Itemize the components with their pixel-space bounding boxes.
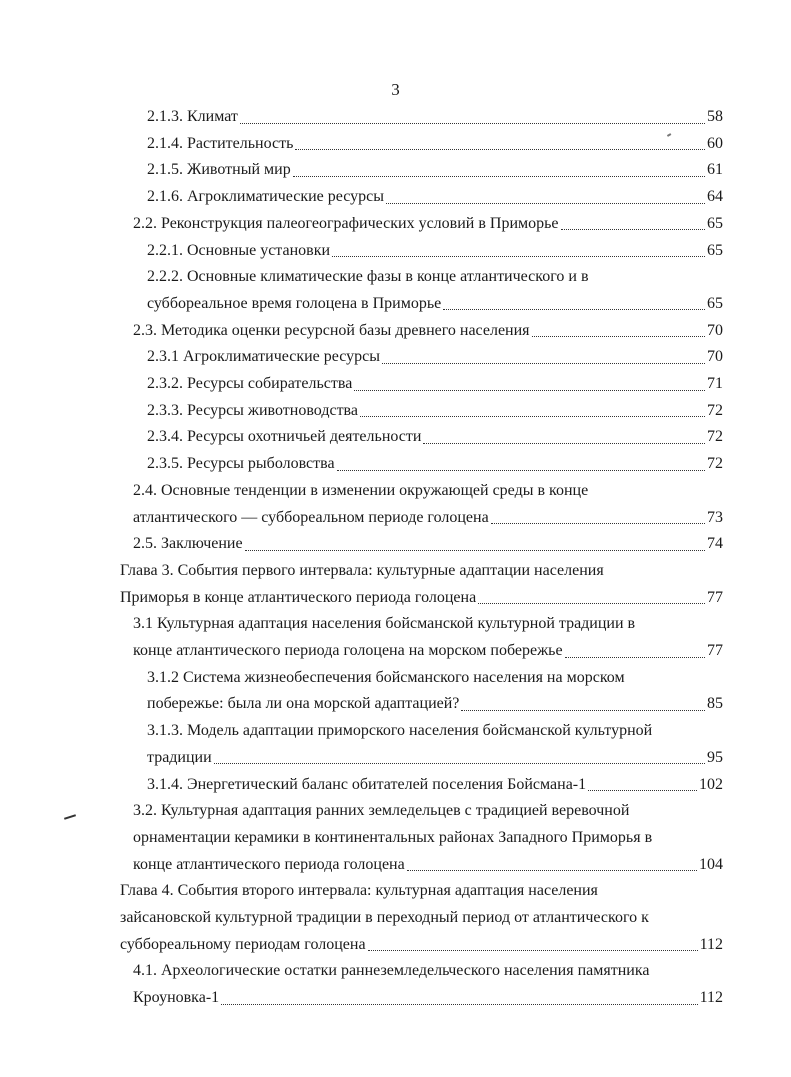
toc-entry-title: 2.3.2. Ресурсы собирательства	[147, 375, 353, 392]
toc-entry-line	[147, 665, 625, 691]
toc-entry-last-line	[147, 398, 723, 424]
dot-leader	[461, 710, 705, 711]
toc-page-number: 71	[707, 375, 723, 392]
toc-entry-last-line	[147, 772, 723, 798]
toc-entry-title: 2.3.3. Ресурсы животноводства	[147, 401, 358, 419]
toc-entry-line	[133, 825, 652, 851]
toc-entry-title: 4.1. Археологические остатки раннеземледельческого населения памятника	[133, 962, 650, 980]
toc-page-number: 112	[699, 935, 723, 953]
toc-entry-title: 2.3.4. Ресурсы охотничьей деятельности	[147, 428, 422, 446]
toc-entry-title: 2.1.3. Климат	[147, 108, 238, 125]
toc-page-number: 61	[707, 161, 723, 179]
toc-entry-title: побережье: была ли она морской адаптацией?	[147, 695, 460, 713]
toc-entry-title: 2.2.1. Основные установки	[147, 241, 331, 259]
toc-entry-title: зайсановской культурной традиции в переходный период от атлантического к	[120, 909, 649, 926]
toc-entry-last-line	[147, 104, 723, 130]
toc-page-number: 65	[707, 241, 723, 259]
toc-page-number: 77	[707, 588, 723, 606]
toc-entry-line	[147, 264, 589, 290]
toc-entry-last-line	[133, 985, 723, 1011]
toc-entry-title: орнаментации керамики в континентальных районах Западного Приморья в	[133, 828, 653, 846]
toc-page-number: 112	[699, 989, 723, 1007]
toc-entry-last-line	[133, 211, 723, 237]
toc-page-number: 73	[707, 508, 723, 526]
dot-leader	[491, 523, 705, 524]
toc-page-number: 85	[707, 695, 723, 713]
toc-page-number: 60	[707, 134, 723, 152]
toc-entry-title: 3.2. Культурная адаптация ранних земледельцев с традицией веревочной	[133, 802, 630, 820]
toc-page-number: 72	[707, 428, 723, 446]
dot-leader	[368, 950, 698, 951]
dot-leader	[293, 176, 705, 177]
toc-entry-title: 2.3.1 Агроклиматические ресурсы	[147, 348, 381, 366]
toc-page-number: 65	[707, 214, 723, 232]
toc-entry-title: суббореальное время голоцена в Приморье	[147, 294, 442, 312]
toc-entry-last-line	[133, 531, 723, 557]
dot-leader	[245, 550, 705, 551]
dot-leader	[386, 203, 705, 204]
toc-entry-title: 2.3. Методика оценки ресурсной базы древнего населения	[133, 321, 530, 339]
toc-entry-title: 3.1 Культурная адаптация населения бойсманской культурной традиции в	[133, 615, 636, 633]
toc-page-number: 95	[707, 748, 723, 766]
toc-entry-last-line	[120, 932, 723, 958]
dot-leader	[214, 763, 705, 764]
toc-entry-last-line	[133, 638, 723, 664]
dot-leader	[423, 443, 705, 444]
dot-leader	[407, 870, 697, 871]
toc-entry-title: Кроуновка-1	[133, 989, 220, 1007]
toc-entry-last-line	[147, 344, 723, 370]
toc-entry-line	[133, 611, 635, 637]
toc-entry-title: традиции	[147, 748, 212, 766]
toc-entry-last-line	[147, 157, 723, 183]
toc-entry-title: Глава 4. События второго интервала: культурная адаптация населения	[120, 882, 598, 900]
dot-leader	[565, 657, 705, 658]
toc-entry-line	[133, 958, 650, 984]
toc-entry-last-line	[147, 131, 723, 157]
toc-entry-title: суббореальному периодам голоцена	[120, 935, 366, 953]
toc-entry-title: 2.1.4. Растительность	[147, 134, 294, 152]
toc-entry-last-line	[147, 451, 723, 477]
dot-leader	[478, 603, 705, 604]
toc-page-number: 72	[707, 455, 723, 473]
toc-entry-title: 3.1.2 Система жизнеобеспечения бойсманского населения на морском	[147, 668, 625, 686]
toc-page-number: 72	[707, 401, 723, 419]
toc-entry-title: 2.5. Заключение	[133, 535, 243, 553]
toc-entry-line	[133, 798, 629, 824]
toc-entry-title: 2.2.2. Основные климатические фазы в конце атлантического и в	[147, 268, 589, 286]
toc-page-number: 65	[707, 294, 723, 312]
toc-page-number: 104	[699, 855, 723, 873]
toc-entry-last-line	[147, 238, 723, 264]
toc-entry-title: 2.2. Реконструкция палеогеографических условий в Приморье	[133, 214, 559, 232]
dot-leader	[588, 790, 697, 791]
toc-page-number: 102	[699, 775, 723, 793]
toc-entry-last-line	[133, 852, 723, 878]
dot-leader	[332, 256, 705, 257]
dot-leader	[360, 416, 705, 417]
toc-entry-title: Глава 3. События первого интервала: культурные адаптации населения	[120, 561, 604, 579]
toc-entry-last-line	[147, 291, 723, 317]
toc-entry-title: 2.3.5. Ресурсы рыболовства	[147, 455, 335, 473]
toc-entry-last-line	[147, 424, 723, 450]
toc-entry-title: 2.4. Основные тенденции в изменении окружающей среды в конце	[133, 481, 589, 499]
toc-entry-title: конце атлантического периода голоцена	[133, 855, 405, 873]
toc-page-number: 70	[707, 348, 723, 366]
page-number: 3	[391, 80, 400, 99]
toc-entry-title: 2.1.6. Агроклиматические ресурсы	[147, 188, 385, 206]
toc-entry-last-line	[133, 318, 723, 344]
toc-entry-last-line	[147, 745, 723, 771]
toc-page-number: 74	[707, 535, 723, 553]
margin-pen-mark	[64, 814, 76, 820]
toc-entry-title: 2.1.5. Животный мир	[147, 161, 291, 179]
dot-leader	[295, 149, 705, 150]
toc-entry-last-line	[147, 371, 723, 397]
toc-entry-last-line	[147, 691, 723, 717]
toc-entry-line	[120, 905, 649, 931]
toc-page-number: 58	[707, 108, 723, 125]
toc-page-number: 64	[707, 188, 723, 206]
toc-entry-line	[120, 878, 598, 904]
toc-entry-title: конце атлантического периода голоцена на морском побережье	[133, 642, 563, 659]
dot-leader	[221, 1004, 697, 1005]
dot-leader	[561, 229, 705, 230]
toc-entry-line	[120, 558, 604, 584]
toc-entry-last-line	[147, 184, 723, 210]
dot-leader	[443, 309, 705, 310]
toc-entry-line	[147, 718, 652, 744]
dot-leader	[354, 390, 705, 391]
dot-leader	[240, 123, 705, 124]
toc-entry-line	[133, 478, 588, 504]
toc-entry-title: Приморья в конце атлантического периода голоцена	[120, 588, 477, 606]
dot-leader	[337, 470, 705, 471]
toc-page-number: 77	[707, 642, 723, 659]
dot-leader	[382, 363, 705, 364]
dot-leader	[532, 336, 705, 337]
toc-page-number: 70	[707, 321, 723, 339]
toc-entry-last-line	[120, 585, 723, 611]
toc-entry-title: атлантического — суббореальном периоде голоцена	[133, 508, 489, 526]
toc-entry-last-line	[133, 505, 723, 531]
toc-entry-title: 3.1.4. Энергетический баланс обитателей поселения Бойсмана-1	[147, 775, 587, 793]
toc-entry-title: 3.1.3. Модель адаптации приморского населения бойсманской культурной	[147, 722, 653, 740]
